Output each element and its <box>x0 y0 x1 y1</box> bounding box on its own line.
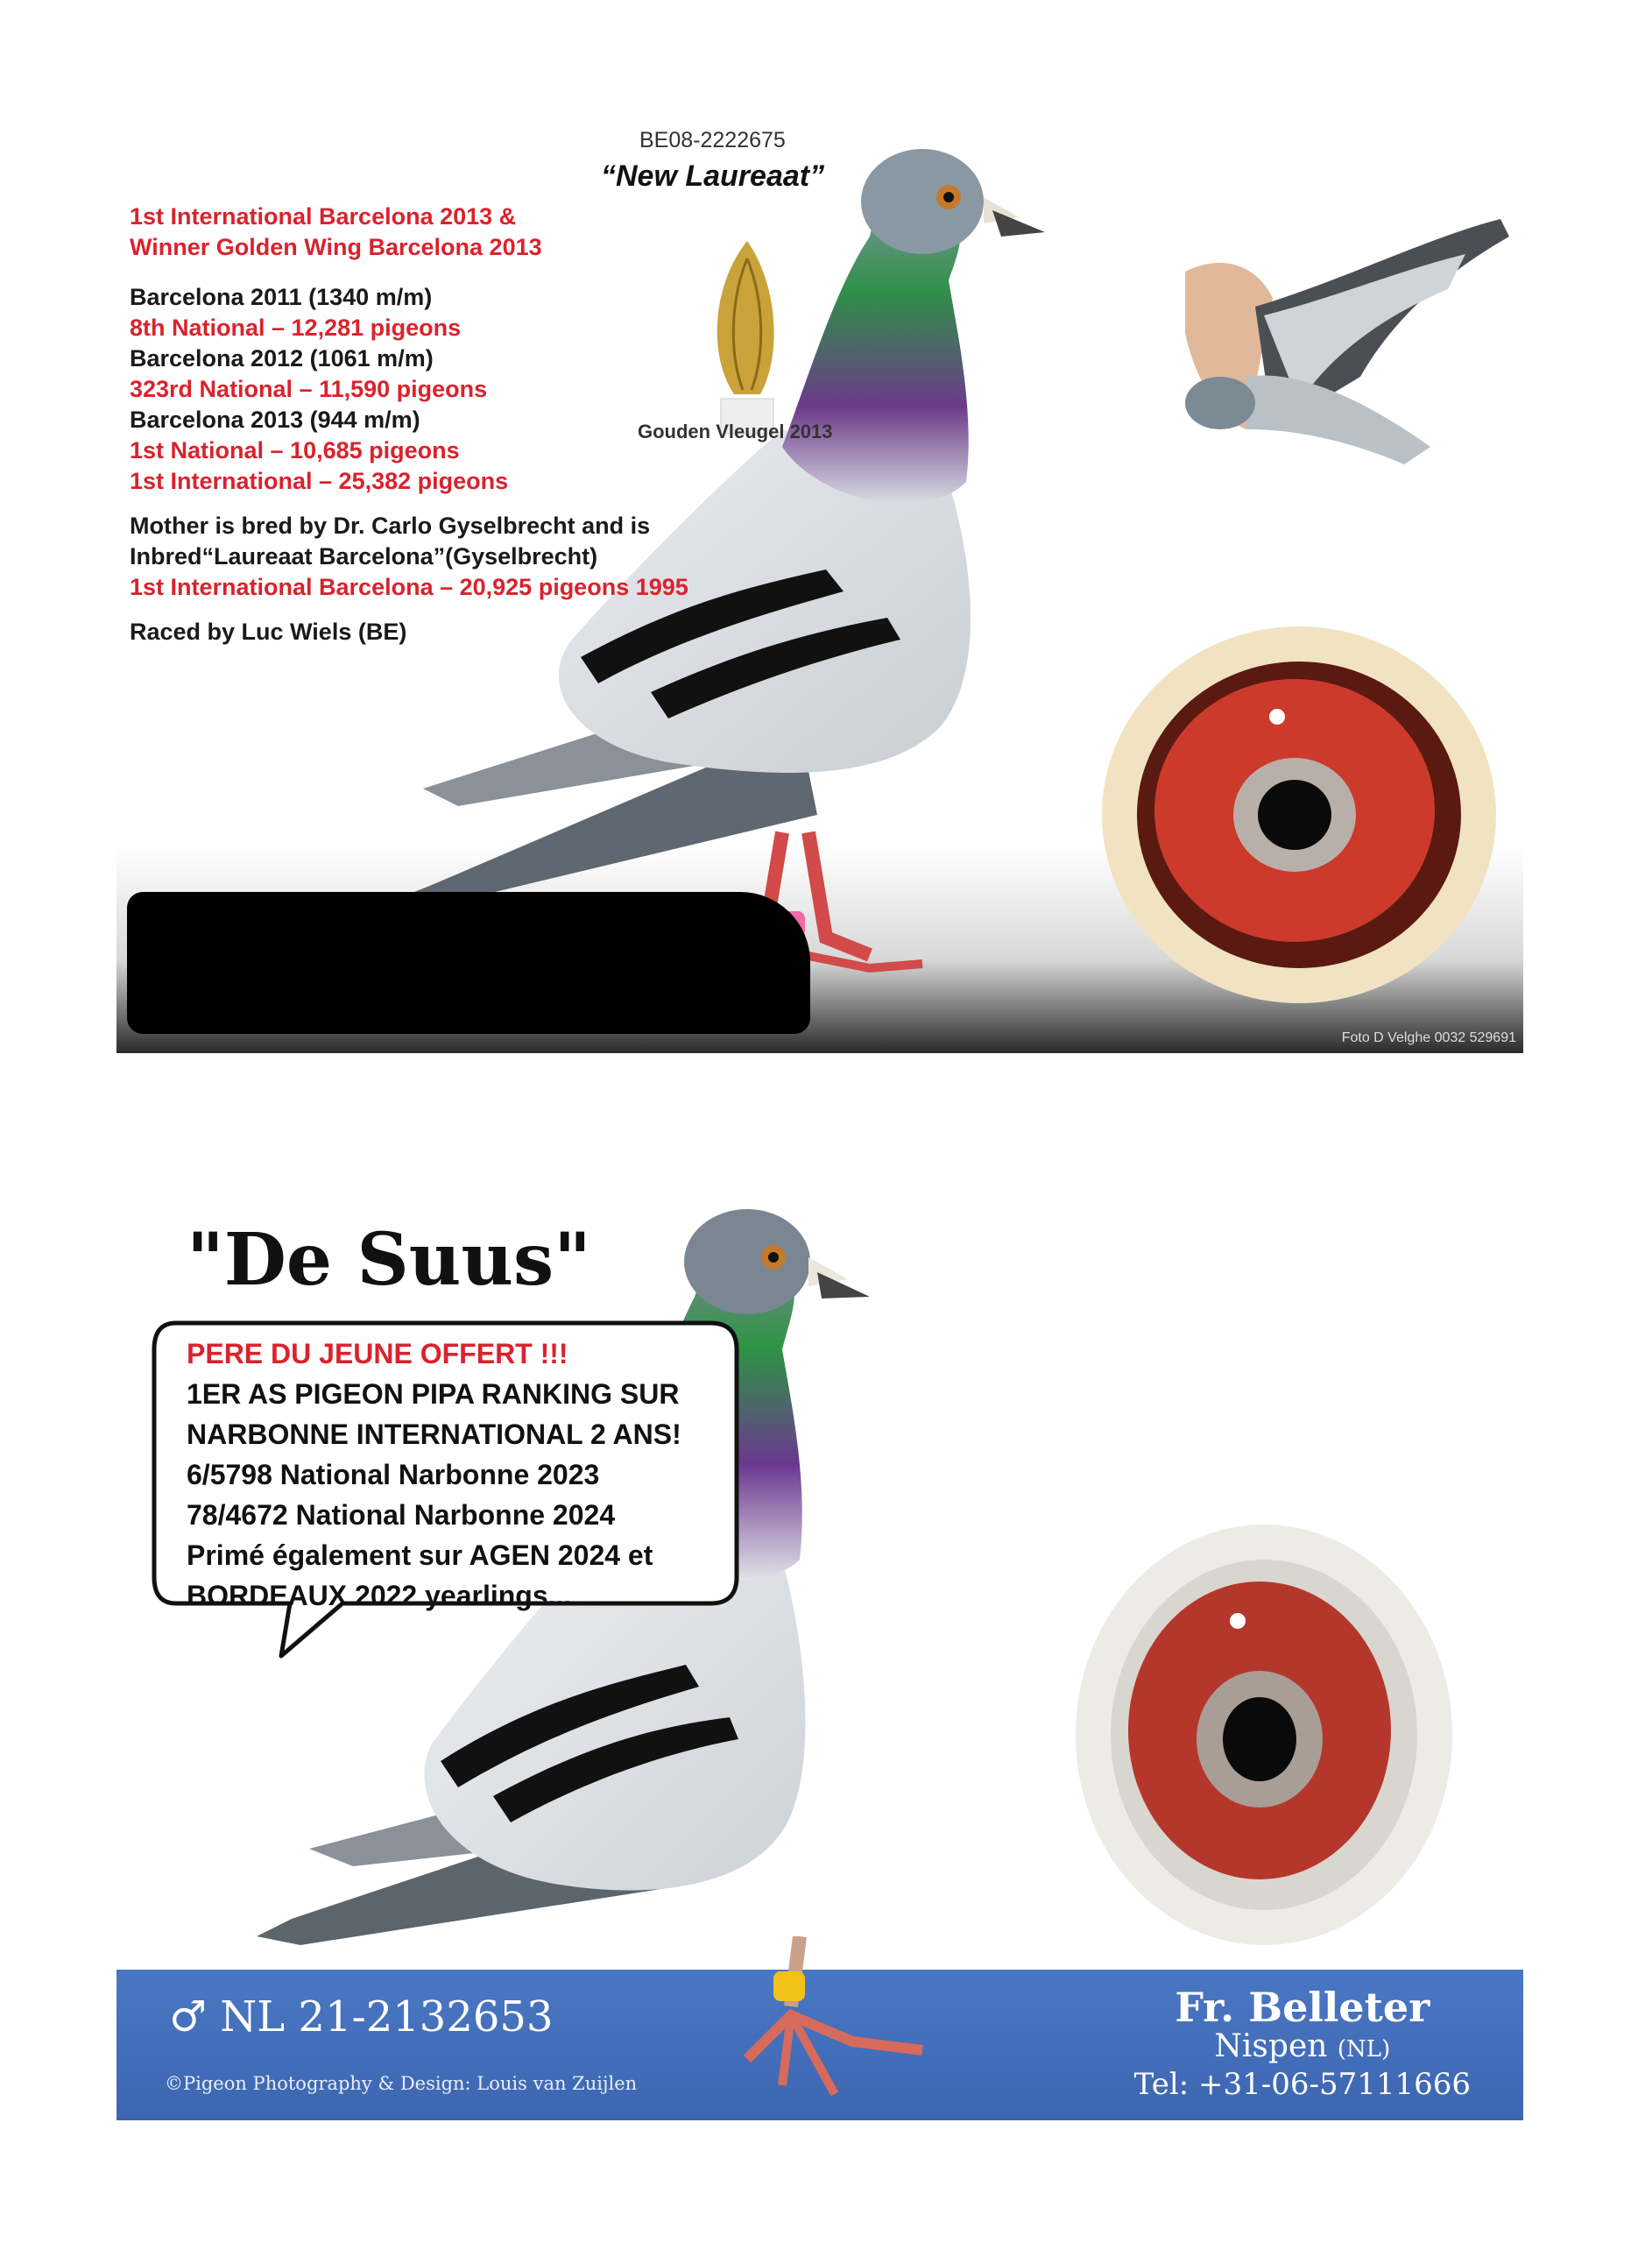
male-ring-number: ♂ NL 21-2132653 <box>169 1992 554 2041</box>
mother-result: 1st International Barcelona – 20,925 pigeons 1995 <box>130 574 688 600</box>
result-line: Barcelona 2012 (1061 m/m) <box>130 345 434 371</box>
wing-photo <box>1168 202 1518 499</box>
result-line: 323rd National – 11,590 pigeons <box>130 376 488 402</box>
top-pigeon-card <box>116 114 1523 1053</box>
bubble-line: BORDEAUX 2022 yearlings... <box>187 1580 572 1611</box>
bubble-line: 1ER AS PIGEON PIPA RANKING SUR <box>187 1378 680 1410</box>
bubble-line: NARBONNE INTERNATIONAL 2 ANS! <box>187 1419 681 1450</box>
breeder-phone: Tel: +31-06-57111666 <box>1133 2067 1471 2102</box>
result-line: 1st International – 25,382 pigeons <box>130 468 509 494</box>
breeder-country: (NL) <box>1337 2036 1391 2063</box>
breeder-name: Fr. Belleter <box>1175 1984 1430 2031</box>
bubble-lead: PERE DU JEUNE OFFERT !!! <box>187 1338 568 1369</box>
design-credit: ©Pigeon Photography & Design: Louis van Zuijlen <box>165 2073 638 2094</box>
bubble-line: 6/5798 National Narbonne 2023 <box>187 1459 600 1490</box>
bubble-line: Primé également sur AGEN 2024 et <box>187 1539 653 1571</box>
ring-number: BE08-2222675 <box>639 128 786 152</box>
eye-photo <box>1063 1516 1465 1954</box>
golden-wing-trophy-icon <box>695 232 800 442</box>
pigeon-name: “New Laureaat” <box>601 159 825 193</box>
result-line: 1st National – 10,685 pigeons <box>130 437 460 463</box>
eye-photo <box>1098 622 1500 1008</box>
result-line: Barcelona 2011 (1340 m/m) <box>130 284 433 310</box>
headline-line-1: 1st International Barcelona 2013 & <box>130 203 517 230</box>
redaction-bar <box>127 892 810 1034</box>
bubble-text <box>187 1334 730 1616</box>
headline-line-2: Winner Golden Wing Barcelona 2013 <box>130 234 542 260</box>
raced-by: Raced by Luc Wiels (BE) <box>130 619 407 645</box>
bubble-line: 78/4672 National Narbonne 2024 <box>187 1499 616 1531</box>
breeder-info <box>1134 1985 1471 2102</box>
breeder-location <box>1134 2029 1471 2067</box>
pigeon-name: "De Suus" <box>187 1218 591 1302</box>
breeder-town: Nispen <box>1214 2028 1328 2064</box>
pigeon-feet <box>721 1936 949 2112</box>
result-line: 8th National – 12,281 pigeons <box>130 315 462 341</box>
mother-line-1: Mother is bred by Dr. Carlo Gyselbrecht and is <box>130 513 651 539</box>
trophy-caption: Gouden Vleugel 2013 <box>638 421 833 442</box>
result-line: Barcelona 2013 (944 m/m) <box>130 407 420 433</box>
bottom-pigeon-card <box>116 1165 1523 2120</box>
photo-credit: Foto D Velghe 0032 529691 <box>1341 1030 1516 1045</box>
mother-line-2: Inbred“Laureaat Barcelona”(Gyselbrecht) <box>130 543 598 570</box>
